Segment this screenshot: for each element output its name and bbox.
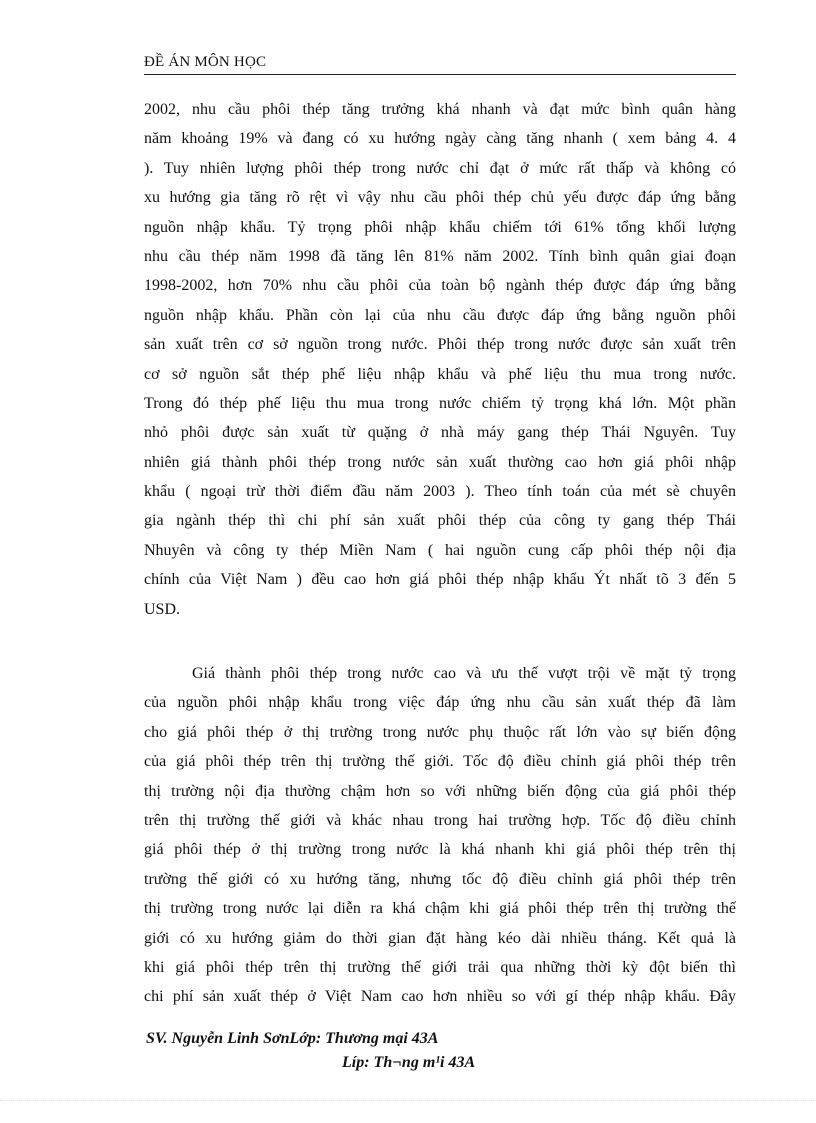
text-line: của nguồn phôi nhập khẩu trong việc đáp ứng nhu cầu sản xuất thép đã làm [144, 694, 736, 712]
text-line: ). Tuy nhiên lượng phôi thép trong nước chỉ đạt ở mức rất thấp và không có [144, 159, 736, 177]
text-line: năm khoảng 19% và đang có xu hướng ngày càng tăng nhanh ( xem bảng 4. 4 [144, 130, 736, 148]
text-line: Giá thành phôi thép trong nước cao và ưu thế vượt trội về mặt tỷ trọng [192, 665, 736, 683]
text-line: giới có xu hướng giảm do thời gian đặt hàng kéo dài nhiều tháng. Kết quả là [144, 929, 736, 947]
text-line: cơ sở nguồn sắt thép phế liệu nhập khẩu và phế liệu thu mua trong nước. [144, 365, 736, 383]
body-text [144, 95, 736, 1012]
text-line: cho giá phôi thép ở thị trường trong nước phụ thuộc rất lớn vào sự biến động [144, 723, 736, 741]
text-line: khẩu ( ngoại trừ thời điểm đầu năm 2003 ). Theo tính toán của mét sè chuyên [144, 483, 736, 501]
text-line: gia ngành thép thì chi phí sản xuất phôi thép của công ty gang thép Thái [144, 512, 736, 530]
text-line: USD. [144, 600, 181, 618]
header-title: ĐỀ ÁN MÔN HỌC [144, 54, 267, 70]
footer-class-garbled: Líp: Th¬ng m¹i 43A [342, 1054, 476, 1071]
page-header [144, 52, 736, 75]
footer-author-class: SV. Nguyễn Linh SơnLớp: Thương mại 43A [146, 1030, 439, 1047]
text-line: thị trường nội địa thường chậm hơn so với những biến động của giá phôi thép [144, 782, 736, 800]
text-line: 2002, nhu cầu phôi thép tăng trưởng khá nhanh và đạt mức bình quân hàng [144, 101, 736, 118]
text-line: chính của Việt Nam ) đều cao hơn giá phôi thép nhập khẩu Ýt nhất tõ 3 đến 5 [144, 571, 736, 589]
text-line: xu hướng gia tăng rõ rệt vì vậy nhu cầu phôi thép chủ yếu được đáp ứng bằng [144, 189, 736, 207]
page-bottom-divider [0, 1100, 816, 1101]
text-line: trên thị trường thế giới và khác nhau trong hai trường hợp. Tốc độ điều chỉnh [144, 811, 736, 829]
text-line: nhỏ phôi được sản xuất từ quặng ở nhà máy gang thép Thái Nguyên. Tuy [144, 424, 736, 442]
page-footer [146, 1027, 738, 1075]
text-line: khi giá phôi thép trên thị trường thế giới trải qua những thời kỳ đột biến thì [144, 958, 736, 976]
text-line: thị trường trong nước lại diễn ra khá chậm khi giá phôi thép trên thị trường thế [144, 900, 736, 918]
paragraph-spacer [144, 624, 736, 659]
text-line: Trong đó thép phế liệu thu mua trong nước chiếm tỷ trọng khá lớn. Một phần [144, 394, 736, 412]
text-line: Nhuyên và công ty thép Miền Nam ( hai nguồn cung cấp phôi thép nội địa [144, 541, 736, 559]
paragraph-1 [144, 95, 736, 624]
paragraph-2 [144, 659, 736, 1012]
text-line: nhiên giá thành phôi thép trong nước sản xuất thường cao hơn giá phôi nhập [144, 453, 736, 471]
text-line: 1998-2002, hơn 70% nhu cầu phôi của toàn bộ ngành thép được đáp ứng bằng [144, 277, 736, 295]
text-line: giá phôi thép ở thị trường trong nước là khá nhanh khi giá phôi thép trên thị [144, 841, 736, 859]
text-line: trường thế giới có xu hướng tăng, nhưng tốc độ điều chỉnh giá phôi thép trên [144, 870, 736, 888]
text-line: của giá phôi thép trên thị trường thế giới. Tốc độ điều chỉnh giá phôi thép trên [144, 753, 736, 771]
text-line: chi phí sản xuất thép ở Việt Nam cao hơn nhiều so với gí thép nhập khẩu. Đây [144, 988, 736, 1006]
text-line: nguồn nhập khẩu. Tỷ trọng phôi nhập khẩu chiếm tới 61% tổng khối lượng [144, 218, 736, 236]
text-line: sản xuất trên cơ sở nguồn trong nước. Phôi thép trong nước được sản xuất trên [144, 336, 736, 354]
text-line: nguồn nhập khẩu. Phần còn lại của nhu cầu được đáp ứng bằng nguồn phôi [144, 306, 736, 324]
text-line: nhu cầu thép năm 1998 đã tăng lên 81% năm 2002. Tính bình quân giai đoạn [144, 247, 736, 265]
